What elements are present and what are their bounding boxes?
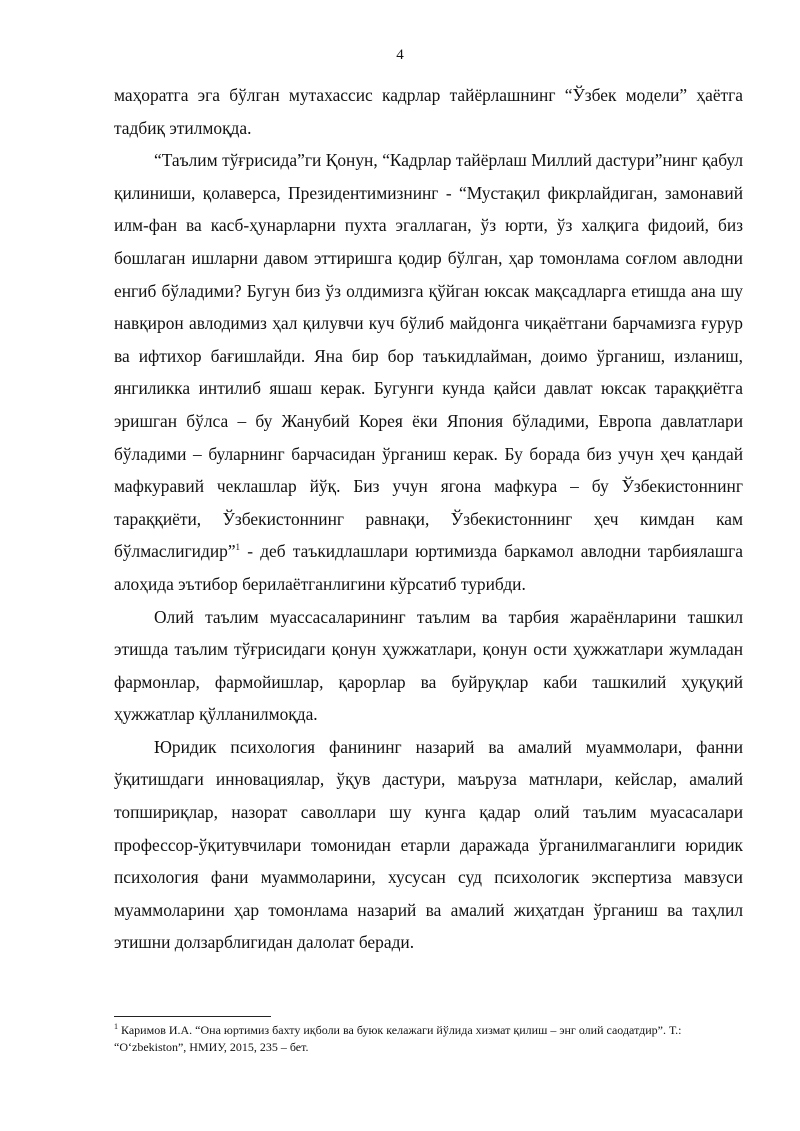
paragraph-3: Олий таълим муассасаларининг таълим ва тарбия жараёнларини ташкил этишда таълим тўғрисидаги қонун ҳужжатлари, қонун ости ҳужжатлари жумладан фармонлар, фармойишлар, қарорлар ва буйруқлар каби ташкилий ҳуқуқий ҳужжатлар қўлланилмоқда. <box>114 606 743 725</box>
paragraph-1: маҳоратга эга бўлган мутахассис кадрлар тайёрлашнинг “Ўзбек модели” ҳаётга тадбиқ этилмоқда. <box>114 85 743 138</box>
paragraph-4: Юридик психология фанининг назарий ва амалий муаммолари, фанни ўқитишдаги инновациялар, ўқув дастури, маъруза матнлари, кейслар, амалий топшириқлар, назорат саволлари шу кунга қадар олий таълим муасасалари профессор-ўқитувчилари томонидан етарли даражада ўрганилмаганлиги юридик психология фани муаммоларини, хусусан суд психологик экспертиза мавзуси муаммоларини ҳар томонлама назарий ва амалий жиҳатдан ўрганиш ва таҳлил этишни долзарблигидан далолат беради. <box>114 736 743 953</box>
footnote-separator <box>114 1016 271 1017</box>
paragraph-2-tail: - деб таъкидлашлари юртимизда баркамол авлодни тарбиялашга алоҳида эътибор берилаётганлигини кўрсатиб турибди. <box>114 541 743 594</box>
footnote-text: Каримов И.А. “Она юртимиз бахту иқболи ва буюк келажаги йўлида хизмат қилиш – энг олий саодатдир”. Т.: “O‘zbekiston”, НМИУ, 2015, 235 – бет. <box>114 1023 682 1054</box>
page-number: 4 <box>396 47 404 63</box>
paragraph-2-quote: “Таълим тўғрисида”ги Қонун, “Кадрлар тайёрлаш Миллий дастури”нинг қабул қилиниши, қолаверса, Президентимизнинг - “Мустақил фикрлайдиган, замонавий илм-фан ва касб-ҳунарларни пухта эгаллаган, ўз юрти, ўз халқига фидоий, биз бошлаган ишларни давом эттиришга қодир бўлган, ҳар томонлама соғлом авлодни енгиб бўладими? Бугун биз ўз олдимизга қўйган юксак мақсадларга етишда ана шу навқирон авлодимиз ҳал қилувчи куч бўлиб майдонга чиқаётгани барчамизга ғурур ва ифтихор бағишлайди. Яна бир бор таъкидлайман, доимо ўрганиш, изланиш, янгиликка интилиб яшаш керак. Бугунги кунда қайси давлат юксак тараққиётга эришган бўлса – бу Жанубий Корея ёки Япония бўладими, Европа давлатлари бўладими – буларнинг барчасидан ўрганиш керак. Бу борада биз учун ҳеч қандай мафкуравий чеклашлар йўқ. Биз учун ягона мафкура – бу Ўзбекистоннинг тараққиёти, Ўзбекистоннинг равнақи, Ўзбекистоннинг ҳеч кимдан кам бўлмаслигидир” <box>114 150 743 562</box>
footnote-reference[interactable]: 1 <box>235 542 241 553</box>
footnote-marker: 1 <box>114 1022 118 1031</box>
footnote <box>114 1022 743 1056</box>
document-body <box>114 79 743 959</box>
paragraph-2 <box>114 144 743 600</box>
